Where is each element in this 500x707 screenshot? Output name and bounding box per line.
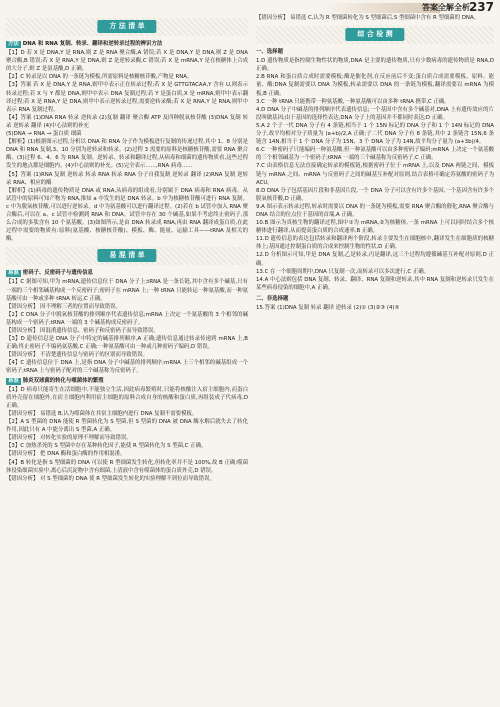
answer-paragraph: 【3】答案 若 X 是 DNA,Y 是 RNA,则甲中表示正在转录过程;若 X 是 GTTGTACAA,Y 含有 U,则表示转录过程;若 X 与 Y 都是 DNA,则甲中表示 DNA 复制过程;若 Y 是蛋白质,X 是 mRNA,则甲中表示翻译过程;若 X 是 RNA,Y 是 DNA,则甲中表示逆转录过程,需要逆转录酶;若 X 是 RNA,Y 是 RNA,则甲中表示 RNA 复制过程。 <box>6 82 248 113</box>
method-heading <box>6 40 248 48</box>
answer-paragraph: 3.C 一种 tRNA 只能携带一种氨基酸,一种氨基酸可以由多种 tRNA 携带,C 正确。 <box>256 98 450 105</box>
answer-paragraph: 【4】B 转化是指 S 型细菌的 DNA 可以使 R 型细菌发生转化,但转化率并不是 100%,故 B 正确;噬菌体侵染细菌实验中,离心后沉淀物中含有细菌,上清液中含有噬菌体的蛋白质外壳,D 错误。 <box>6 459 248 474</box>
banner-title: 方 法 清 单 <box>97 20 156 33</box>
answer-paragraph: 6.C 一种密码子只能编码一种氨基酸,但一种氨基酸可以由多种密码子编码;mRNA 上决定一个氨基酸的三个相邻碱基为一个密码子;tRNA 一端的三个碱基称为反密码子,C 正确。 <box>256 147 494 162</box>
section-heading-choice: 一、选择题 <box>256 49 283 56</box>
method-title: DNA 和 RNA 复制、转录、翻译和逆转录过程的辨识方法 <box>22 41 163 47</box>
confusion-title: 密码子、反密码子与遗传信息 <box>22 270 93 277</box>
answer-paragraph: 14.A 中心法则包括 DNA 复制、转录、翻译、RNA 复制和逆转录,其中 RNA 复制和逆转录只发生在某些病毒侵染的细胞中,A 正确。 <box>256 276 494 291</box>
section-banner-test <box>256 26 494 44</box>
confusion-heading-1 <box>6 269 248 277</box>
answer-paragraph: 1.D 遗传物质是指控制生物性状的物质,DNA 是主要的遗传物质,只有少数病毒的遗传物质是 RNA,D 正确。 <box>256 58 494 73</box>
answer-paragraph: 【2】C 转录是以 DNA 的一条链为模板,所需原料是核糖核苷酸,产物是 RNA。 <box>6 74 193 81</box>
answer-paragraph: 【错因分析】 不清楚遗传信息与密码子的区别而导致错误。 <box>6 352 148 359</box>
answer-paragraph: 15.答案 (1)DNA 复制 转录 翻译 逆转录 (2)① (3)②③ (4)⑤ <box>256 305 400 311</box>
answer-paragraph: 【解析】(1)病毒的遗传物质是 DNA 或 RNA,从病毒的组成看,分别属于 DNA 病毒和 RNA 病毒。从试管中的原料可知产物为 RNA,推知 a 中发生的是 DNA 转录。b 中为核糖核苷酸可进行 RNA 复制。c 中为脱氧核苷酸,可以进行逆转录。d 中为氨基酸可以进行翻译过程。(2)若在 b 试管中加入 RNA 聚合酶后,可以在 a、c 试管中检测到 RNA 和 DNA。试管中存在 30 个碱基,如果不考虑终止密码子,那么合成的多肽含有 10 个氨基酸。(3)如图所示,是由 DNA 转录成 RNA,再由 RNA 翻译成蛋白质,在此过程中需要的物质有:原料(氨基酸、核糖核苷酸)、模板、酶、能量、运输工具——tRNA 及相关的酶。 <box>6 187 248 243</box>
answer-paragraph: 【错因分析】 因混淆遗传信息、密码子和反密码子而导致错误。 <box>6 328 159 334</box>
answer-paragraph: 【错因分析】 对 S 型细菌的 DNA 使 R 型细菌发生转化的实验理解不到位而导致错误。 <box>6 475 215 482</box>
answer-paragraph: 【4】C 遗传信息位于 DNA 上,是指 DNA 分子中碱基的排列顺序;mRNA 上三个相邻的碱基组成一个密码子;tRNA 上与密码子配对的三个碱基称为反密码子。 <box>6 360 248 375</box>
page-header <box>0 0 500 14</box>
answer-paragraph: 【错因分析】 因不理解三者的位置而导致错误。 <box>6 303 121 310</box>
section-banner-confusions <box>6 247 248 265</box>
method-tag: 方法 <box>8 41 19 47</box>
answer-paragraph: 【3】C 加热杀死的 S 型菌中存在某种转化因子,能使 R 型菌转化为 S 型菌,C 正确。 <box>6 443 207 450</box>
answer-paragraph: 12.D 分析图示可知,甲是 DNA 复制,乙是转录,丙是翻译,这三个过程均遵循碱基互补配对原则,D 正确。 <box>256 252 494 267</box>
confusion-title: 肺炎双球菌的转化与噬菌体的繁殖 <box>22 377 104 384</box>
answer-paragraph: (5)DNA → RNA → 蛋白质 细菌 <box>6 131 82 138</box>
answer-paragraph: 9.A 图示表示转录过程,转录时需要以 DNA 的一条链为模板,需要 RNA 聚合酶的催化,RNA 聚合酶与 DNA 结合的位点位于基因的首端,A 正确。 <box>256 203 494 218</box>
book-title: 答案全解全析 <box>422 3 470 12</box>
section-heading-open: 二、非选择题 <box>256 295 289 302</box>
confusion-tag: 易混 <box>8 377 19 384</box>
answer-paragraph: 【错因分析】 易错选 C,认为 R 型细菌转化为 S 型细菌后,S 型细菌中含有 R 型细菌的 DNA。 <box>256 15 480 21</box>
banner-title: 易 混 清 单 <box>97 249 156 262</box>
answer-paragraph: 【错因分析】 把 DNA 酶和蛋白酶的作用相混淆。 <box>6 451 126 458</box>
answer-paragraph: 2.B RNA 和蛋白质合成时需要模板;酶是催化剂,在反应前后不变;蛋白质合成需要模板、原料、能量、酶;DNA 复制需要以 DNA 为模板,转录需要以 DNA 的一条链为模板,翻译需要以 mRNA 为模板,B 正确。 <box>256 74 494 97</box>
answer-paragraph: 11.D 遗传信息的表达包括转录和翻译两个阶段,转录主要发生在细胞核中,翻译发生在细胞质的核糖体上;基因通过控制蛋白质的合成来控制生物的性状,D 正确。 <box>256 236 494 251</box>
answer-paragraph: 【解析】(1)根据图示过程,分析以 DNA 和 RNA 分子作为模板进行复制的传递过程,其中 1、8 分别是 DNA 和 RNA 复制,3、10 分别为逆转录和转录。(2)过程 3 需要的原料是核糖核苷酸,需要 RNA 聚合酶。(3)过程 6、4、6 为 RNA 复制、逆转录、转录和翻译过程,从病毒和细菌的遗传物质看,这些过程发生的地点都是细胞内。(4)中心法则的补充。(5)完全表示……,RNA 病毒…… <box>6 139 248 170</box>
answer-paragraph: 【4】答案 (1)DNA RNA 转录 逆转录 (2)复制 翻译 聚合酶 ATP 及四种脱氧核苷酸 (3)DNA 复制 转录 逆转录 翻译 (4)中心法则的补充 <box>6 114 248 129</box>
answer-paragraph: 【1】D 若 X 是 DNA,Y 是 RNA,则 Z 是 RNA 聚合酶,A 错误;若 X 是 DNA,Y 是 DNA,则 Z 是 DNA 聚合酶,B 错误;若 X 是 RNA,Y 是 DNA,则 Z 是逆转录酶,C 错误;若 X 是 mRNA,Y 是在核糖体上合成的大分子,则 Z 是氨基酸,D 正确。 <box>6 50 248 73</box>
answer-paragraph: 【3】D 遗传信息是 DNA 分子中特定的碱基排列顺序,A 正确;遗传信息通过转录传递到 mRNA 上,B 正确;终止密码子不编码氨基酸,C 正确;一种氨基酸可由一种或几种密码子编码,D 错误。 <box>6 336 248 351</box>
answer-paragraph: 4.D DNA 分子中碱基的排列顺序代表遗传信息;一个基因中含有多个碱基对,DNA 上有遗传效应的片段叫做基因;由于基因的选择性表达,DNA 分子上的基因并不都同时表达;D 正确。 <box>256 106 494 121</box>
answer-paragraph: 【1】D 病毒只能寄生在活细胞中,不能独立生活,因此病毒繁殖时,只能将核酸注入宿主细胞内,而蛋白质外壳留在细胞外,在宿主细胞内利用宿主细胞的原料合成自身的核酸和蛋白质,再组装成子代病毒,D 正确。 <box>6 386 248 409</box>
answer-paragraph: 【错因分析】 对转化实验的原理不理解而导致错误。 <box>6 435 132 442</box>
answer-paragraph: 7.C 由表格信息无法直接确定转录的模板链,根据密码子位于 mRNA 上,以及 DNA 两链之间、模板链与 mRNA 之间、mRNA 与反密码子之间的碱基互补配对原则,结合表格可确定苏氨酸的密码子为 ACU。 <box>256 163 494 186</box>
answer-paragraph: 5.A 2 个子一代 DNA 分子有 4 条链,相当于 1 个 15N 标记的 DNA 分子和 1 个 14N 标记的 DNA 分子,故平均相对分子质量为 (a+b)/2,A 正确;子二代 DNA 分子有 8 条链,其中 2 条链含 15N,6 条链含 14N,相当于 1 个 DNA 分子为 15N、3 个 DNA 分子为 14N,故平均分子量为 (a+3b)/4。 <box>256 122 494 146</box>
answer-paragraph: 10.B 图示为真核生物的翻译过程,图中①为 mRNA,②为核糖体,一条 mRNA 上可以同时结合多个核糖体进行翻译,从而提高蛋白质的合成速率,B 正确。 <box>256 220 494 235</box>
page-number: 237 <box>468 0 494 14</box>
banner-title: 综 合 检 测 <box>345 28 404 41</box>
confusion-heading-2 <box>6 377 248 385</box>
answer-paragraph: 【2】C DNA 分子中脱氧核苷酸的排列顺序代表遗传信息;mRNA 上决定一个氨基酸的 3 个相邻的碱基构成一个密码子;tRNA 一端的 3 个碱基构成反密码子。 <box>6 311 248 326</box>
answer-paragraph: 13.C 在一个细胞周期中,DNA 只复制一次,而转录可以多次进行,C 正确。 <box>256 268 430 275</box>
left-column <box>6 14 248 483</box>
confusion-tag: 易混 <box>8 270 19 277</box>
answer-paragraph: 8.D DNA 分子包括基因片段和非基因片段,一个 DNA 分子可以含有许多个基因,一个基因含有许多个脱氧核苷酸,D 正确。 <box>256 187 494 202</box>
answer-paragraph: 【2】A S 型菌的 DNA 能使 R 型菌转化为 S 型菌,但 S 型菌的 DNA 被 DNA 酶水解后就失去了转化作用,因此只有 A 中能分离出 S 型菌,A 正确。 <box>6 419 248 434</box>
section-banner-methods <box>6 18 248 36</box>
right-column <box>256 14 494 312</box>
answer-paragraph: 【5】答案 (1)RNA 复制 逆转录 转录 RNA 转录 RNA 分子自我复制 逆转录 翻译 (2)RNA 复制 逆转录 RNA、相应的酶 <box>6 171 248 186</box>
answer-paragraph: 【错因分析】 易错选 B,认为噬菌体在其宿主细胞内进行 DNA 复制不需要模板。 <box>6 410 198 417</box>
answer-paragraph: 【1】C 据图可知,甲为 mRNA,遗传信息位于 DNA 分子上;tRNA 是一条长链,其中含有多个碱基,只有一端的三个相邻碱基构成一个反密码子;密码子在 mRNA 上;一种 tRNA 只能转运一种氨基酸,而一种氨基酸可由一种或多种 tRNA 转运,C 正确。 <box>6 279 248 302</box>
